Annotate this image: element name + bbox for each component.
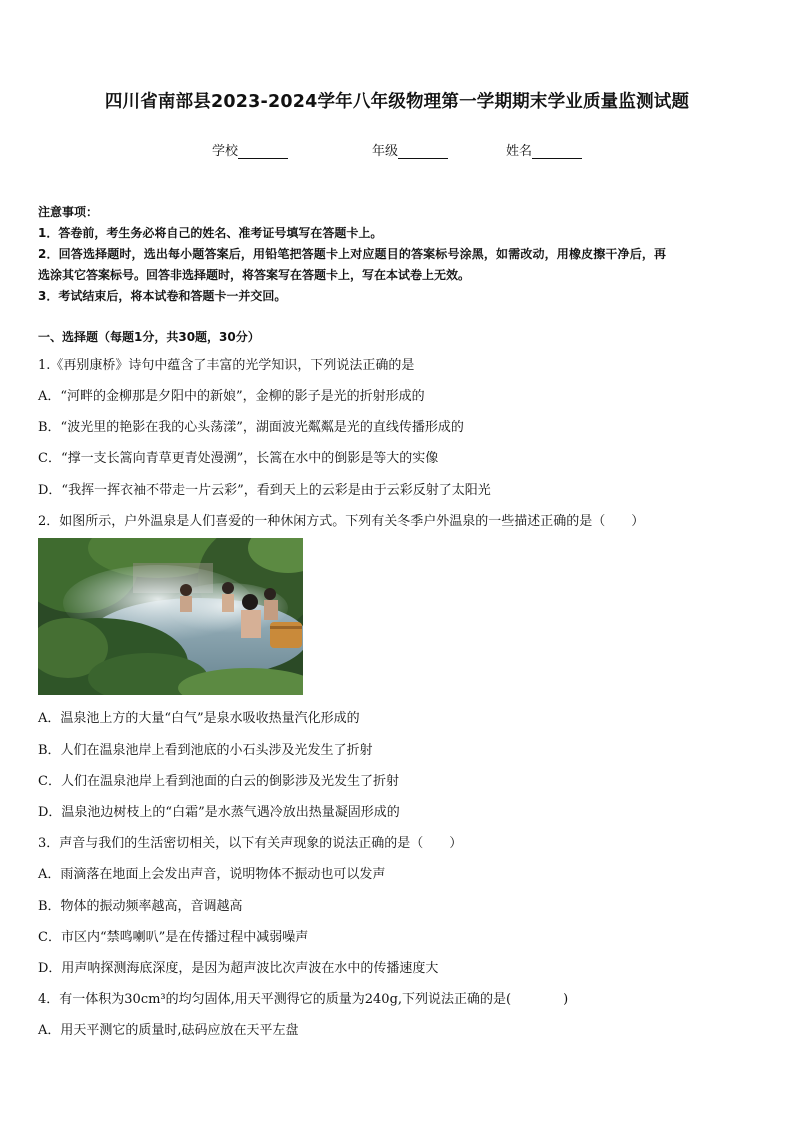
notes-heading: 注意事项： — [38, 205, 99, 219]
q2-option-a: A．温泉池上方的大量“白气”是泉水吸收热量汽化形成的 — [38, 711, 360, 726]
name-blank — [532, 144, 582, 159]
q3-option-c: C．市区内“禁鸣喇叭”是在传播过程中减弱噪声 — [38, 930, 309, 945]
q3-option-b: B．物体的振动频率越高，音调越高 — [38, 899, 243, 914]
q2-option-c: C．人们在温泉池岸上看到池面的白云的倒影涉及光发生了折射 — [38, 774, 399, 789]
school-blank — [238, 144, 288, 159]
section-heading: 一、选择题（每题1分，共30题，30分） — [38, 330, 260, 344]
q2-stem: 2．如图所示，户外温泉是人们喜爱的一种休闲方式。下列有关冬季户外温泉的一些描述正确的是（ ） — [38, 514, 645, 529]
q2-option-b: B．人们在温泉池岸上看到池底的小石头涉及光发生了折射 — [38, 743, 373, 758]
q1-option-c: C．“撑一支长篙向青草更青处漫溯”，长篙在水中的倒影是等大的实像 — [38, 451, 439, 466]
q4-option-a: A．用天平测它的质量时,砝码应放在天平左盘 — [38, 1023, 299, 1038]
q3-option-d: D．用声呐探测海底深度，是因为超声波比次声波在水中的传播速度大 — [38, 961, 439, 976]
q4-stem: 4．有一体积为30cm³的均匀固体,用天平测得它的质量为240g,下列说法正确的是( ) — [38, 992, 569, 1007]
school-field — [212, 140, 288, 159]
note-1: 1．答卷前，考生务必将自己的姓名、准考证号填写在答题卡上。 — [38, 226, 383, 240]
q1-option-b: B．“波光里的艳影在我的心头荡漾”，湖面波光粼粼是光的直线传播形成的 — [38, 420, 464, 435]
note-3: 3．考试结束后，将本试卷和答题卡一并交回。 — [38, 289, 287, 303]
hot-spring-illustration — [38, 538, 303, 695]
hot-spring-photo — [38, 538, 303, 695]
q3-stem: 3．声音与我们的生活密切相关，以下有关声现象的说法正确的是（ ） — [38, 836, 463, 851]
grade-label: 年级 — [372, 144, 399, 159]
name-field — [506, 140, 582, 159]
q1-option-a: A．“河畔的金柳那是夕阳中的新娘”，金柳的影子是光的折射形成的 — [38, 389, 425, 404]
page-title: 四川省南部县2023-2024学年八年级物理第一学期期末学业质量监测试题 — [104, 92, 690, 112]
q1-stem: 1.《再别康桥》诗句中蕴含了丰富的光学知识，下列说法正确的是 — [38, 358, 415, 373]
note-2-line-1: 2．回答选择题时，选出每小题答案后，用铅笔把答题卡上对应题目的答案标号涂黑，如需改动，用橡皮擦干净后，再 — [38, 247, 667, 261]
school-label: 学校 — [212, 144, 239, 159]
note-2-line-2: 选涂其它答案标号。回答非选择题时，将答案写在答题卡上，写在本试卷上无效。 — [38, 268, 471, 282]
q1-option-d: D．“我挥一挥衣袖不带走一片云彩”，看到天上的云彩是由于云彩反射了太阳光 — [38, 483, 491, 498]
grade-blank — [398, 144, 448, 159]
name-label: 姓名 — [506, 144, 533, 159]
q2-option-d: D．温泉池边树枝上的“白霜”是水蒸气遇冷放出热量凝固形成的 — [38, 805, 400, 820]
grade-field — [372, 140, 448, 159]
q3-option-a: A．雨滴落在地面上会发出声音，说明物体不振动也可以发声 — [38, 867, 386, 882]
